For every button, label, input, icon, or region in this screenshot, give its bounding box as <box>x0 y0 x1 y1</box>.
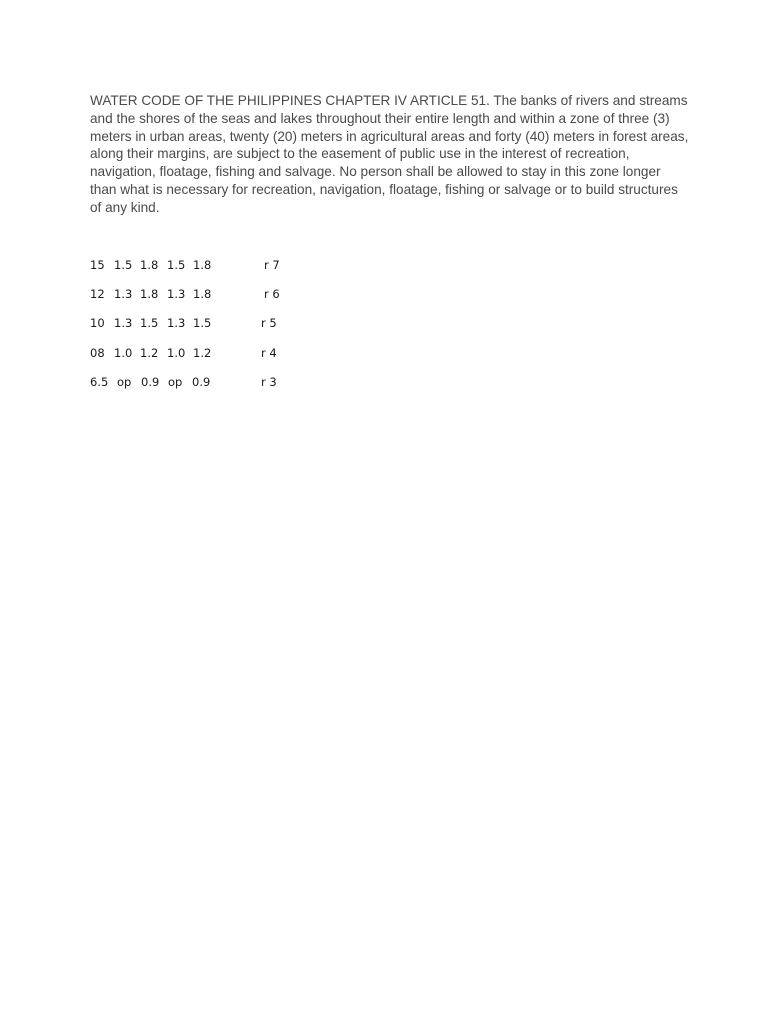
table-cell: 1.3 <box>167 316 186 331</box>
table-cell: 0.9 <box>141 374 160 389</box>
table-row <box>90 315 310 344</box>
table-cell: op <box>117 374 132 389</box>
table-cell: 1.5 <box>167 258 186 272</box>
table-row <box>90 374 310 403</box>
table-cell: 1.2 <box>193 345 212 360</box>
table-cell: 1.3 <box>167 287 186 302</box>
table-cell: 1.8 <box>140 287 159 302</box>
table-cell: 1.5 <box>114 258 133 272</box>
table-row <box>90 286 310 315</box>
table-cell: 1.3 <box>114 316 133 331</box>
table-cell: 1.2 <box>140 345 159 360</box>
table-cell: 1.0 <box>167 345 186 360</box>
table-cell: 10 <box>90 316 105 331</box>
row-label: r 7 <box>264 258 280 272</box>
table-cell: 1.0 <box>114 345 133 360</box>
row-label: r 5 <box>261 316 277 331</box>
article-paragraph: WATER CODE OF THE PHILIPPINES CHAPTER IV ARTICLE 51. The banks of rivers and streams and the shores of the seas and lakes throughout their entire length and within a zone of three (3) meters in urban areas, twenty (20) meters in agricultural areas and forty (40) meters in forest areas, along their margins, are subject to the easement of public use in the interest of recreation, navigation, floatage, fishing and salvage. No person shall be allowed to stay in this zone longer than what is necessary for recreation, navigation, floatage, fishing or salvage or to build structures of any kind. <box>90 93 689 215</box>
value-table <box>90 257 310 403</box>
table-cell: 0.9 <box>192 374 211 389</box>
table-cell: 1.5 <box>193 316 212 331</box>
row-label: r 3 <box>261 374 277 389</box>
row-label: r 6 <box>264 287 280 302</box>
table-cell: op <box>168 374 183 389</box>
table-cell: 08 <box>90 345 105 360</box>
table-row <box>90 257 310 286</box>
table-cell: 1.5 <box>140 316 159 331</box>
table-cell: 1.8 <box>193 287 212 302</box>
table-cell: 1.8 <box>140 258 159 272</box>
row-label: r 4 <box>261 345 277 360</box>
table-cell: 1.8 <box>193 258 212 272</box>
table-cell: 15 <box>90 258 105 272</box>
table-cell: 12 <box>90 287 105 302</box>
table-cell: 1.3 <box>114 287 133 302</box>
table-cell: 6.5 <box>90 374 109 389</box>
table-row <box>90 345 310 374</box>
